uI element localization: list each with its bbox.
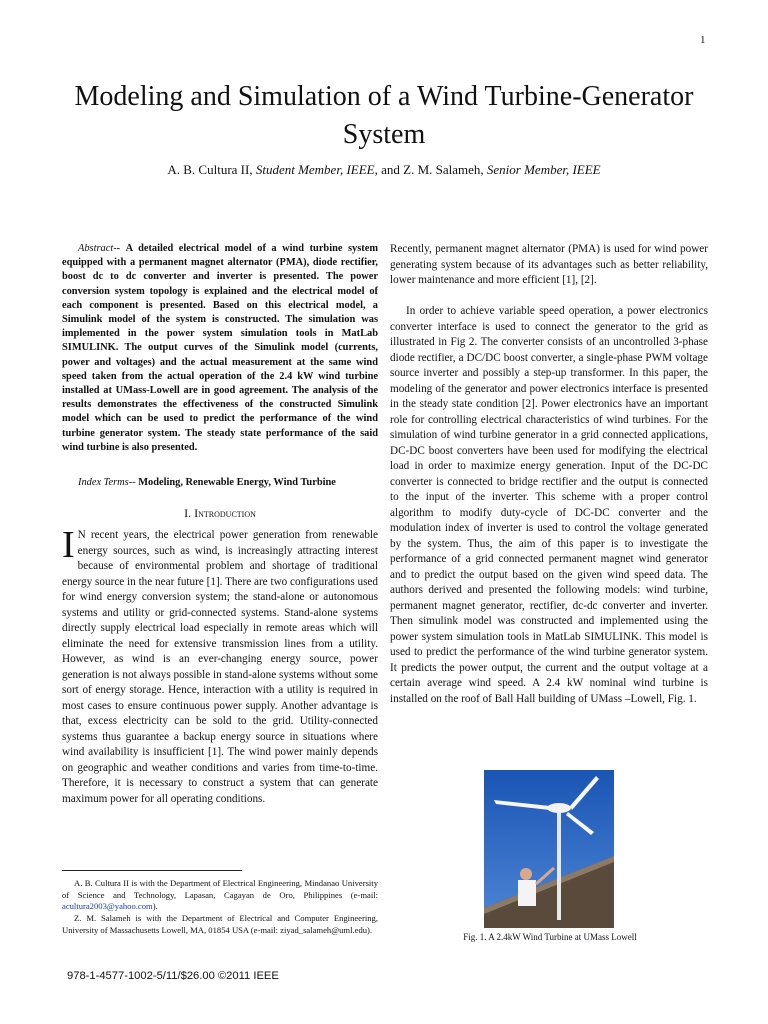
author-line — [60, 162, 708, 178]
isbn-line: 978-1-4577-1002-5/11/$26.00 ©2011 IEEE — [67, 970, 279, 982]
footnote-rule — [62, 870, 242, 871]
author-connector: , and Z. M. Salameh, — [374, 162, 487, 177]
turbine-tower — [557, 810, 561, 920]
footnote-1-end: ). — [152, 901, 158, 912]
wind-turbine-illustration — [484, 770, 614, 928]
turbine-nacelle — [547, 803, 571, 813]
email-link[interactable]: acultura2003@yahoo.com — [62, 901, 153, 912]
index-terms — [62, 476, 378, 490]
introduction-text: N recent years, the electrical power generation from renewable energy sources, such as wind, is increasingly attracting interest because of environmental problem and shortage of traditional energy source in the near future [1]. There are two configurations used for wind energy conversion system; the stand-alone or autonomous systems and utility or grid-connected systems. Stand-alone systems directly supply electrical load especially in remote areas which will eliminate the need for extensive transmission lines from a utility. However, as wind is an ever-changing energy source, power generation is not always possible in stand-alone systems without some sort of energy storage. Hence, interaction with a utility is required in most cases to ensure continuous power supply. Another advantage is that, excess electricity can be sold to the grid. Utility-connected systems thus guarantee a backup energy source in situations where wind availability is insufficient [1]. The wind power mainly depends on geographic and weather conditions and varies from time-to-time. Therefore, it is necessary to construct a system that can generate maximum power for all operating conditions. — [62, 529, 378, 805]
abstract-lead: Abstract-- — [78, 243, 126, 254]
person-head — [520, 868, 532, 880]
author-2-role: Senior Member, IEEE — [486, 162, 601, 177]
introduction-paragraph — [62, 524, 378, 807]
wind-turbine-photo — [484, 770, 614, 928]
footnote-author-1 — [62, 878, 378, 913]
section-title: Introduction — [194, 506, 256, 520]
footnote-author-2: Z. M. Salameh is with the Department of Electrical and Computer Engineering, University of Massachusetts Lowell, MA, 01854 USA (e-mail: ziyad_salameh@uml.edu). — [62, 913, 378, 935]
page-number: 1 — [700, 34, 706, 46]
index-terms-body: Modeling, Renewable Energy, Wind Turbine — [138, 477, 336, 488]
right-paragraph-1: Recently, permanent magnet alternator (PMA) is used for wind power generating system because of its advantages such as better reliability, lower maintenance and more efficient [1], [2]. — [390, 243, 708, 286]
abstract-body: A detailed electrical model of a wind turbine system equipped with a permanent magnet alternator (PMA), diode rectifier, boost dc to dc converter and inverter is presented. The power conversion system topology is explained and the electrical model of each component is presented. Based on this electrical model, a Simulink model of the system is constructed. The simulation was implemented in the power system simulation tools in MatLab SIMULINK. The output curves of the Simulink model (currents, power and voltages) and the actual measurement at the same wind speed taken from the actual operation of the 2.4 kW wind turbine installed at UMass-Lowell are in good agreement. The analysis of the results demonstrates the effectiveness of the constructed Simulink model which can be used to predict the performance of the wind turbine generator system. The steady state performance of the said wind turbine is also presented. — [62, 243, 378, 453]
right-paragraph-2: In order to achieve variable speed operation, a power electronics converter interface is used to connect the generator to the grid as illustrated in Fig 2. The converter consists of an uncontrolled 3-phase diode rectifier, a DC/DC boost converter, a single-phase PWM voltage source inverter and possibly a step-up transformer. In this paper, the modeling of the generator and power electronics interface is presented in the steady state condition [2]. Power electronics have an important role for controlling electrical characteristics of wind turbines. For the simulation of wind turbine generator in a grid connected applications, DC-DC boost converters have been used for modifying the electrical load in order to maximize energy generation. Input of the DC-DC converter is connected to bridge rectifier and the output is connected to the input of the inverter. This scheme with a proper control algorithm to modify duty-cycle of DC-DC converter and the modulation index of inverter is used to control the voltage generated by the system. Thus, the aim of this paper is to investigate the performance of a grid connected permanent magnet wind generator and to predict the output based on the given wind speed data. The authors derived and presented the following models: wind turbine, permanent magnet generator, rectifier, dc-dc converter and inverter. Then simulink model was constructed and implemented using the power system simulation tools in MatLab SIMULINK. This model is used to predict the performance of the wind turbine generator system. It predicts the power output, the current and the output voltage at a certain average wind speed. A 2.4 kW nominal wind turbine is installed on the roof of Ball Hall building of UMass –Lowell, Fig. 1. — [390, 305, 708, 705]
index-terms-lead: Index Terms-- — [78, 477, 139, 488]
figure-caption: Fig. 1. A 2.4kW Wind Turbine at UMass Lowell — [463, 932, 637, 942]
author-1-role: Student Member, IEEE — [255, 162, 375, 177]
section-numeral: I. — [184, 506, 195, 520]
drop-cap: I — [62, 524, 75, 566]
author-1: A. B. Cultura II, — [167, 162, 256, 177]
footnote-1-text: A. B. Cultura II is with the Department of Electrical Engineering, Mindanao University of Science and Technology, Lapasan, Cagayan de Oro, Philippines (e-mail: — [62, 878, 378, 900]
paper-title: Modeling and Simulation of a Wind Turbine-Generator System — [74, 81, 694, 150]
abstract — [62, 242, 378, 455]
section-heading-introduction — [62, 506, 378, 521]
person-shirt — [518, 880, 536, 906]
